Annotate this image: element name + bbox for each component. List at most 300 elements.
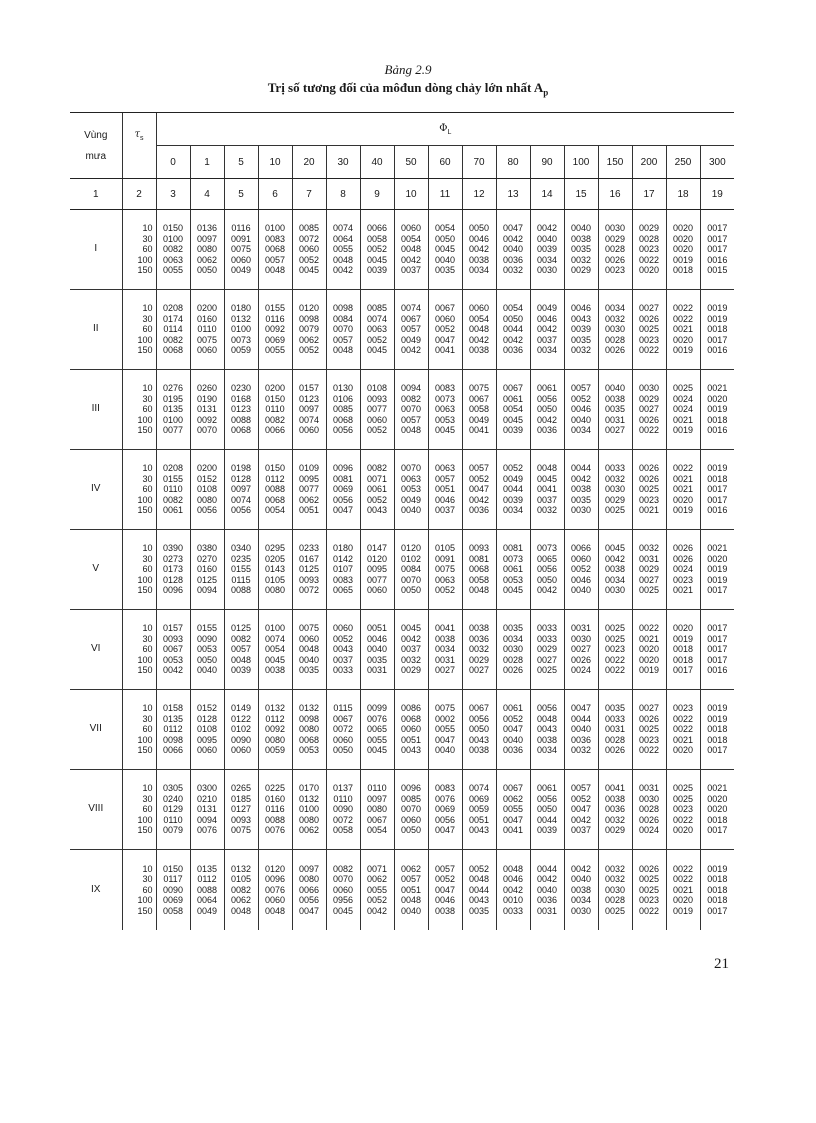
tau-value: 60 [142,884,153,895]
cell-value: 0067 [468,703,490,714]
cell-value: 0022 [638,345,660,356]
cell-value: 0059 [230,345,252,356]
tau-value: 30 [142,473,153,484]
value-column [428,450,462,530]
cell-value: 0152 [196,473,218,484]
cell-value: 0029 [468,654,490,665]
value-column [190,450,224,530]
cell-value: 0050 [536,804,558,815]
cell-value: 0208 [162,463,184,474]
value-column [632,530,666,610]
cell-value: 0017 [707,654,728,665]
cell-value: 0019 [707,863,728,874]
cell-value: 0077 [366,404,388,415]
cell-value: 0082 [366,463,388,474]
cell-value: 0030 [536,265,558,276]
cell-value: 0097 [230,484,252,495]
cell-value: 0060 [196,345,218,356]
cell-value: 0116 [265,313,285,324]
cell-value: 0020 [672,244,694,255]
value-column [530,770,564,850]
value-column [632,450,666,530]
cell-value: 0036 [502,345,524,356]
cell-value: 0040 [604,383,626,394]
cell-value: 0149 [230,703,252,714]
cell-value: 0041 [434,623,456,634]
value-column [326,450,360,530]
cell-value: 0053 [196,644,218,655]
cell-value: 0235 [230,553,252,564]
cell-value: 0043 [468,825,490,836]
cell-value: 0043 [536,724,558,735]
data-table [70,112,734,930]
cell-value: 0042 [468,494,490,505]
cell-value: 0047 [570,703,592,714]
cell-value: 0041 [434,345,456,356]
value-column [496,210,530,290]
cell-value: 0040 [502,734,524,745]
cell-value: 0076 [196,825,218,836]
cell-value: 0128 [196,713,218,724]
cell-value: 0020 [707,553,728,564]
cell-value: 0053 [400,484,422,495]
cell-value: 0024 [672,564,694,575]
cell-value: 0038 [468,745,490,756]
tau-value: 10 [142,543,153,554]
value-column [462,370,496,450]
cell-value: 0056 [332,494,354,505]
value-column [700,450,734,530]
cell-value: 0049 [468,414,490,425]
tau-value: 10 [142,863,153,874]
cell-value: 0021 [672,884,694,895]
cell-value: 0105 [434,543,456,554]
value-column [496,530,530,610]
zone-name: II [92,323,99,335]
cell-value: 0048 [400,425,422,436]
cell-value: 0076 [264,884,286,895]
cell-value: 0068 [162,345,184,356]
cell-value: 0036 [502,745,524,756]
cell-value: 0340 [230,543,252,554]
cell-value: 0073 [230,334,252,345]
value-column [428,850,462,931]
cell-value: 0050 [502,313,524,324]
cell-value: 0037 [400,644,422,655]
value-column [258,370,292,450]
zone-name: III [91,403,100,415]
cell-value: 0025 [638,585,660,596]
value-column [462,770,496,850]
cell-value: 0061 [162,505,184,516]
cell-value: 0044 [468,884,490,895]
cell-value: 0024 [672,404,694,415]
cell-value: 0032 [502,265,524,276]
cell-value: 0160 [196,313,218,324]
value-column [292,370,326,450]
cell-value: 0021 [707,543,728,554]
cell-value: 0050 [468,223,490,234]
table-title-subscript: p [543,87,549,98]
cell-value: 0024 [638,825,660,836]
cell-value: 0037 [332,654,354,665]
cell-value: 0043 [468,895,490,906]
cell-value: 0048 [468,585,490,596]
value-column [598,450,632,530]
cell-value: 0048 [332,254,354,265]
cell-value: 0112 [265,713,285,724]
value-column [564,770,598,850]
value-column [428,210,462,290]
cell-value: 0075 [468,383,490,394]
cell-value: 0040 [298,654,320,665]
cell-value: 0048 [264,905,286,916]
column-number-14: 15 [564,179,598,210]
zone-name: V [92,563,100,575]
cell-value: 0150 [264,393,286,404]
cell-value: 0020 [707,804,728,815]
cell-value: 0025 [604,633,626,644]
cell-value: 0052 [366,494,388,505]
cell-value: 0048 [536,713,558,724]
value-column [632,850,666,931]
cell-value: 0018 [707,414,728,425]
value-column [394,690,428,770]
cell-value: 0038 [468,623,490,634]
value-column [632,770,666,850]
cell-value: 0038 [570,233,592,244]
cell-value: 0022 [672,713,694,724]
cell-value: 0295 [264,543,286,554]
cell-value: 0052 [570,793,592,804]
cell-value: 0074 [468,783,490,794]
value-column [598,530,632,610]
cell-value: 0129 [162,804,184,815]
cell-value: 0041 [604,783,626,794]
tau-value: 150 [137,425,153,436]
cell-value: 0020 [672,223,694,234]
cell-value: 0047 [434,734,456,745]
cell-value: 0060 [298,425,320,436]
column-number-17: 18 [666,179,700,210]
cell-value: 0042 [366,905,388,916]
cell-value: 0029 [536,644,558,655]
cell-value: 0061 [502,393,524,404]
cell-value: 0018 [707,814,728,825]
cell-value: 0042 [570,473,592,484]
cell-value: 0094 [196,585,218,596]
cell-value: 0035 [434,265,456,276]
cell-value: 0054 [400,233,422,244]
value-column [224,290,258,370]
cell-value: 0030 [604,223,626,234]
cell-value: 0048 [230,654,252,665]
cell-value: 0034 [536,745,558,756]
cell-value: 0073 [502,553,524,564]
value-column [428,770,462,850]
cell-value: 0018 [707,473,728,484]
phi-value-0: 0 [156,146,190,179]
value-column [190,610,224,690]
cell-value: 0033 [502,905,524,916]
cell-value: 0020 [638,654,660,665]
value-column [496,290,530,370]
cell-value: 0017 [707,244,728,255]
cell-value: 0061 [536,783,558,794]
phi-value-14: 200 [632,146,666,179]
cell-value: 0055 [162,265,184,276]
value-column [666,770,700,850]
cell-value: 0027 [604,425,626,436]
cell-value: 0016 [707,345,728,356]
value-column [394,770,428,850]
cell-value: 0107 [332,564,354,575]
cell-value: 0168 [230,393,252,404]
tau-value: 60 [142,484,153,495]
cell-value: 0067 [366,814,388,825]
cell-value: 0098 [298,713,320,724]
cell-value: 0029 [570,265,592,276]
cell-value: 0017 [707,633,728,644]
cell-value: 0026 [502,665,524,676]
cell-value: 0036 [536,895,558,906]
column-number-11: 12 [462,179,496,210]
cell-value: 0042 [536,874,558,885]
cell-value: 0062 [502,793,524,804]
cell-value: 0086 [400,703,422,714]
cell-value: 0093 [230,814,252,825]
cell-value: 0059 [264,745,286,756]
cell-value: 0031 [604,724,626,735]
cell-value: 0260 [196,383,218,394]
cell-value: 0052 [570,393,592,404]
table-title-text: Trị số tương đối của môđun dòng chảy lớn nhất A [267,80,544,95]
cell-value: 0031 [366,665,388,676]
phi-value-6: 40 [360,146,394,179]
cell-value: 0022 [672,814,694,825]
cell-value: 0034 [570,425,592,436]
cell-value: 0063 [434,463,456,474]
cell-value: 0019 [672,905,694,916]
cell-value: 0031 [536,905,558,916]
cell-value: 0065 [536,553,558,564]
value-column [598,850,632,931]
phi-value-8: 60 [428,146,462,179]
cell-value: 0041 [468,425,490,436]
cell-value: 0039 [366,265,388,276]
cell-value: 0143 [264,564,286,575]
cell-value: 0048 [502,863,524,874]
cell-value: 0049 [502,473,524,484]
cell-value: 0096 [162,585,184,596]
cell-value: 0380 [196,543,218,554]
cell-value: 0035 [468,905,490,916]
cell-value: 0069 [162,895,184,906]
cell-value: 0081 [468,553,490,564]
cell-value: 0057 [230,644,252,655]
cell-value: 0042 [400,345,422,356]
cell-value: 0070 [400,463,422,474]
cell-value: 0019 [707,313,728,324]
cell-value: 0024 [570,665,592,676]
cell-value: 0046 [570,574,592,585]
zone-name: VII [89,723,102,735]
cell-value: 0019 [707,404,728,415]
cell-value: 0068 [332,414,354,425]
cell-value: 0032 [468,644,490,655]
value-column [156,610,190,690]
cell-value: 0092 [196,414,218,425]
value-column [632,370,666,450]
cell-value: 0036 [570,734,592,745]
cell-value: 0038 [570,884,592,895]
cell-value: 0025 [604,623,626,634]
cell-value: 0054 [264,644,286,655]
cell-value: 0023 [604,265,626,276]
value-column [190,530,224,610]
value-column [598,210,632,290]
cell-value: 0033 [536,633,558,644]
cell-value: 0020 [672,494,694,505]
zone-row [70,690,734,770]
cell-value: 0098 [162,734,184,745]
value-column [666,290,700,370]
column-number-0: 1 [70,179,122,210]
value-column [224,210,258,290]
tau-value: 150 [137,585,153,596]
cell-value: 0109 [298,463,320,474]
value-column [258,690,292,770]
cell-value: 0028 [638,804,660,815]
cell-value: 0060 [434,313,456,324]
cell-value: 0091 [230,233,252,244]
value-column [292,610,326,690]
cell-value: 0055 [264,345,286,356]
cell-value: 0075 [434,564,456,575]
cell-value: 0060 [298,244,320,255]
cell-value: 0061 [366,484,388,495]
cell-value: 0046 [570,404,592,415]
tau-subscript: s [140,135,144,142]
cell-value: 0042 [604,553,626,564]
cell-value: 0030 [570,633,592,644]
cell-value: 0022 [672,863,694,874]
cell-value: 0029 [604,233,626,244]
cell-value: 0090 [230,734,252,745]
cell-value: 0036 [502,254,524,265]
value-column [632,690,666,770]
value-column [258,210,292,290]
cell-value: 0047 [434,884,456,895]
zone-tau-values [122,290,156,370]
value-column [632,290,666,370]
cell-value: 0052 [434,585,456,596]
cell-value: 0049 [536,303,558,314]
cell-value: 0030 [604,324,626,335]
cell-value: 0056 [536,564,558,575]
cell-value: 0082 [230,884,252,895]
tau-value: 150 [137,905,153,916]
cell-value: 0020 [672,233,694,244]
cell-value: 0040 [570,724,592,735]
cell-value: 0054 [434,223,456,234]
cell-value: 0063 [162,254,184,265]
cell-value: 0039 [536,244,558,255]
cell-value: 0047 [502,814,524,825]
cell-value: 0305 [162,783,184,794]
cell-value: 0110 [265,404,285,415]
cell-value: 0021 [672,414,694,425]
value-column [394,610,428,690]
cell-value: 0076 [264,825,286,836]
cell-value: 0047 [502,223,524,234]
cell-value: 0057 [400,874,422,885]
cell-value: 0071 [366,863,388,874]
cell-value: 0058 [468,574,490,585]
phi-value-10: 80 [496,146,530,179]
cell-value: 0025 [672,783,694,794]
value-column [224,690,258,770]
cell-value: 0019 [672,505,694,516]
cell-value: 0044 [502,324,524,335]
cell-value: 0062 [298,825,320,836]
cell-value: 0058 [332,825,354,836]
cell-value: 0032 [570,745,592,756]
cell-value: 0018 [707,324,728,335]
header-vung-line2: mưa [85,150,107,162]
tau-value: 30 [142,313,153,324]
cell-value: 0043 [570,313,592,324]
value-column [360,210,394,290]
cell-value: 0055 [332,244,354,255]
cell-value: 0060 [298,633,320,644]
cell-value: 0082 [162,244,184,255]
tau-value: 150 [137,505,153,516]
cell-value: 0043 [468,734,490,745]
cell-value: 0048 [400,244,422,255]
cell-value: 0276 [162,383,184,394]
cell-value: 0100 [230,324,252,335]
cell-value: 0080 [196,494,218,505]
cell-value: 0080 [298,874,320,885]
value-column [156,770,190,850]
cell-value: 0034 [604,574,626,585]
cell-value: 0132 [298,703,320,714]
tau-value: 60 [142,244,153,255]
tau-value: 30 [142,233,153,244]
cell-value: 0050 [196,265,218,276]
cell-value: 0040 [434,254,456,265]
cell-value: 0095 [196,734,218,745]
cell-value: 0042 [502,884,524,895]
cell-value: 0042 [536,414,558,425]
cell-value: 0022 [638,905,660,916]
phi-value-15: 250 [666,146,700,179]
tau-value: 30 [142,793,153,804]
cell-value: 0034 [570,895,592,906]
cell-value: 0099 [366,703,388,714]
cell-value: 0018 [672,265,694,276]
cell-value: 0090 [332,804,354,815]
column-number-7: 8 [326,179,360,210]
value-column [428,690,462,770]
cell-value: 0066 [570,543,592,554]
value-column [292,210,326,290]
value-column [326,770,360,850]
cell-value: 0035 [570,494,592,505]
cell-value: 0150 [162,223,184,234]
cell-value: 0068 [298,734,320,745]
